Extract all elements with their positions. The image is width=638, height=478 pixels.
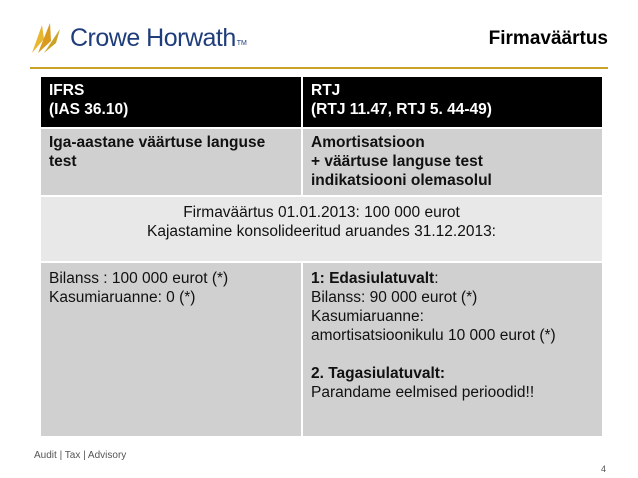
option1-line-1: Bilanss: 90 000 eurot (*) (311, 289, 478, 306)
method-ifrs-cell (41, 128, 302, 196)
logo-wordmark: Crowe Horwath (70, 23, 236, 52)
result-ifrs-line-1: Bilanss : 100 000 eurot (*) (49, 270, 229, 287)
option1-line-2: Kasumiaruanne: (311, 308, 424, 325)
page-number: 4 (600, 464, 606, 474)
logo-trademark: TM (236, 40, 247, 47)
comparison-table (41, 77, 602, 436)
table-row-method (41, 128, 602, 196)
footer-services: Audit | Tax | Advisory (34, 450, 127, 461)
method-rtj-cell (302, 128, 602, 196)
option1-colon: : (434, 270, 439, 287)
option2-title: 2. Tagasiulatuvalt: (311, 365, 446, 382)
option1-title: 1: Edasiulatuvalt (311, 270, 435, 287)
table-header-row (41, 77, 602, 128)
option1-heading (311, 269, 594, 288)
result-rtj-cell (302, 262, 602, 436)
gold-divider (30, 67, 608, 69)
slide-title: Firmaväärtus (488, 28, 608, 49)
table-row-example (41, 196, 602, 262)
result-ifrs-line-2: Kasumiaruanne: 0 (*) (49, 289, 196, 306)
method-rtj-line-1: Amortisatsioon (311, 134, 425, 151)
example-line-1: Firmaväärtus 01.01.2013: 100 000 eurot (183, 204, 460, 221)
method-ifrs-line-1: Iga-aastane väärtuse languse (49, 134, 266, 151)
example-cell (41, 196, 602, 262)
option2-line-1: Parandame eelmised perioodid!! (311, 384, 535, 401)
logo-flame-icon (30, 21, 64, 55)
header-rtj-ref: (RTJ 11.47, RTJ 5. 44-49) (311, 101, 492, 118)
result-ifrs-cell (41, 262, 302, 436)
method-rtj-line-3: indikatsiooni olemasolul (311, 172, 492, 189)
header-ifrs-title: IFRS (49, 82, 85, 99)
header-ifrs-ref: (IAS 36.10) (49, 101, 129, 118)
table-row-result (41, 262, 602, 436)
header-rtj-title: RTJ (311, 82, 341, 99)
method-rtj-line-2: + väärtuse languse test (311, 153, 483, 170)
example-line-2: Kajastamine konsolideeritud aruandes 31.12.2013: (147, 223, 496, 240)
method-ifrs-line-2: test (49, 153, 77, 170)
header-ifrs-cell (41, 77, 302, 128)
crowe-horwath-logo (30, 20, 247, 56)
option1-line-3: amortisatsioonikulu 10 000 eurot (*) (311, 327, 556, 344)
header-rtj-cell (302, 77, 602, 128)
spacer (311, 345, 594, 364)
